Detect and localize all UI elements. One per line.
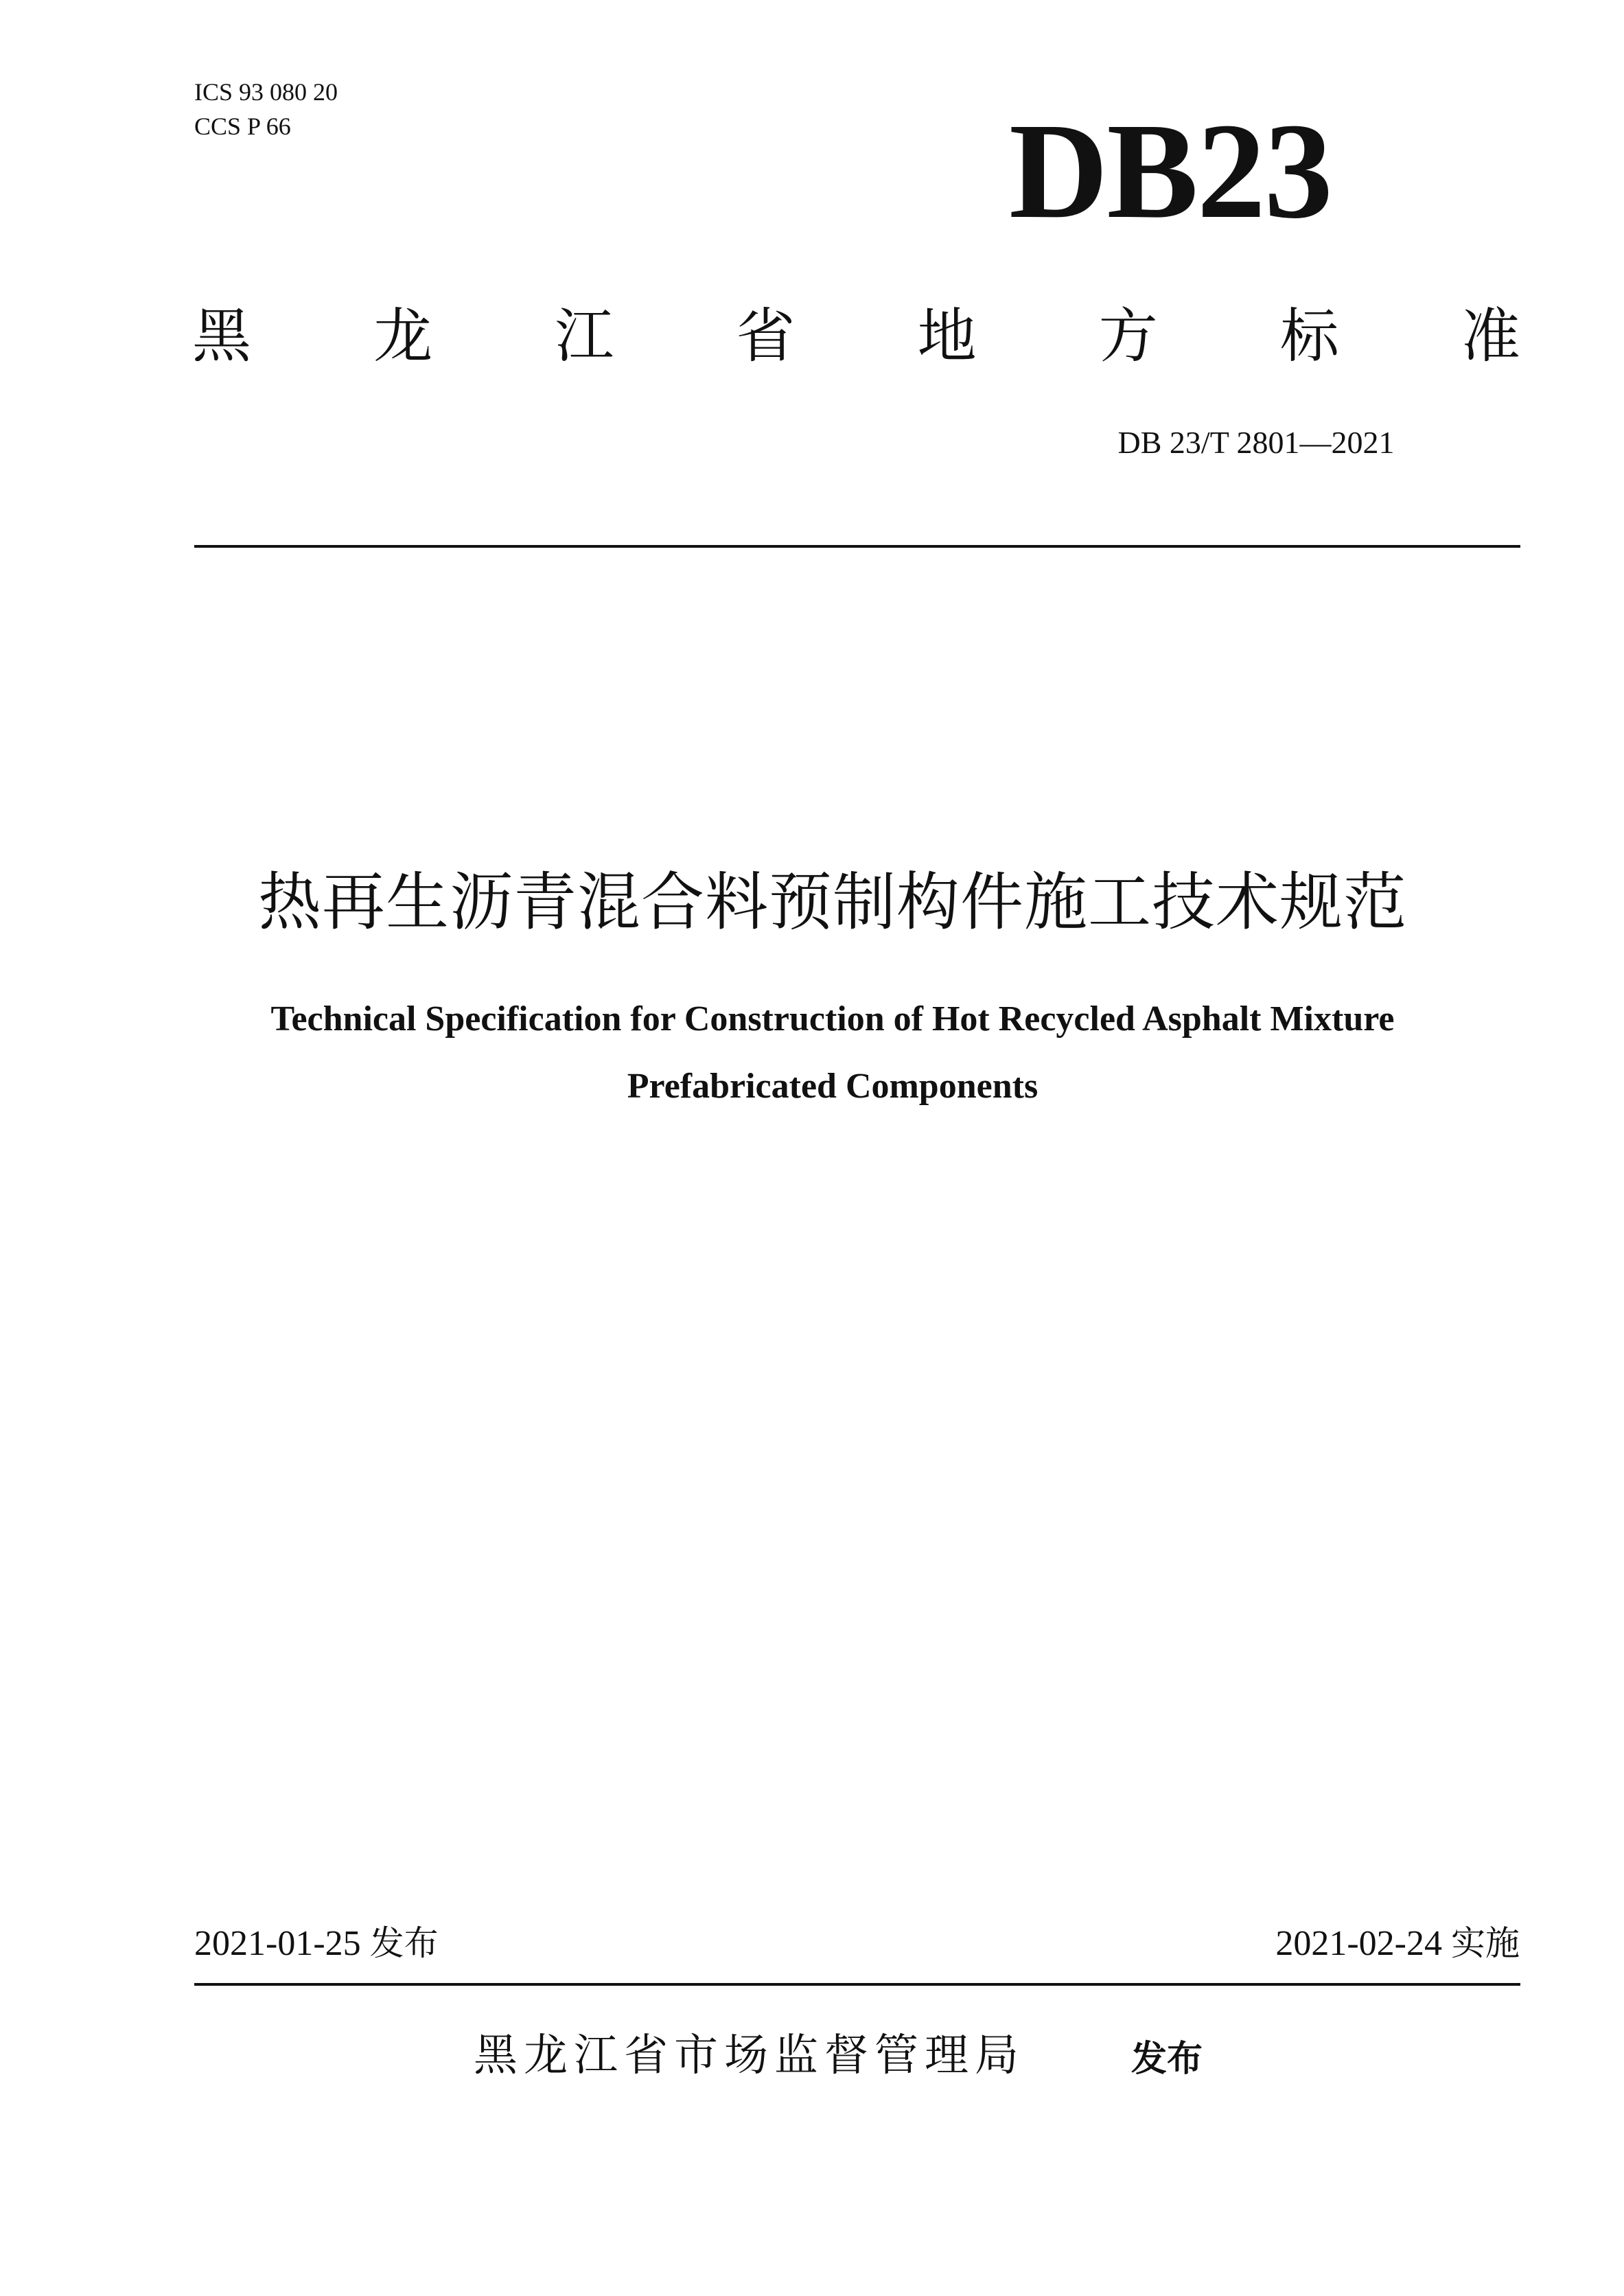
issue-label: 发布 (369, 1923, 439, 1963)
category-char: 江 (555, 302, 614, 371)
bottom-divider (194, 1983, 1520, 1986)
standard-logo: DB23 (1009, 95, 1332, 247)
top-divider (194, 545, 1520, 548)
category-char: 黑 (192, 302, 251, 371)
issue-date-line (194, 1919, 439, 1968)
category-char: 地 (917, 302, 977, 371)
issue-date: 2021-01-25 (194, 1924, 361, 1963)
category-char: 龙 (373, 302, 433, 371)
category-char: 方 (1098, 302, 1158, 371)
ccs-code: CCS P 66 (194, 113, 291, 140)
title-english-line1: Technical Specification for Construction of Hot Recycled Asphalt Mixture (270, 999, 1395, 1039)
title-english-line2: Prefabricated Components (627, 1067, 1039, 1106)
category-char: 标 (1279, 302, 1339, 371)
standard-number: DB 23/T 2801—2021 (1117, 425, 1395, 460)
implement-label: 实施 (1451, 1923, 1520, 1963)
category-char: 准 (1461, 302, 1520, 371)
implement-date: 2021-02-24 (1275, 1924, 1442, 1963)
publisher-name: 黑龙江省市场监督管理局 (474, 2030, 1025, 2081)
title-chinese: 热再生沥青混合料预制构件施工技术规范 (257, 866, 1407, 939)
ics-code: ICS 93 080 20 (194, 78, 338, 106)
category-char: 省 (736, 302, 796, 371)
implement-date-line (1275, 1919, 1520, 1968)
publish-label: 发布 (1131, 2039, 1203, 2080)
standard-category (192, 295, 1520, 378)
